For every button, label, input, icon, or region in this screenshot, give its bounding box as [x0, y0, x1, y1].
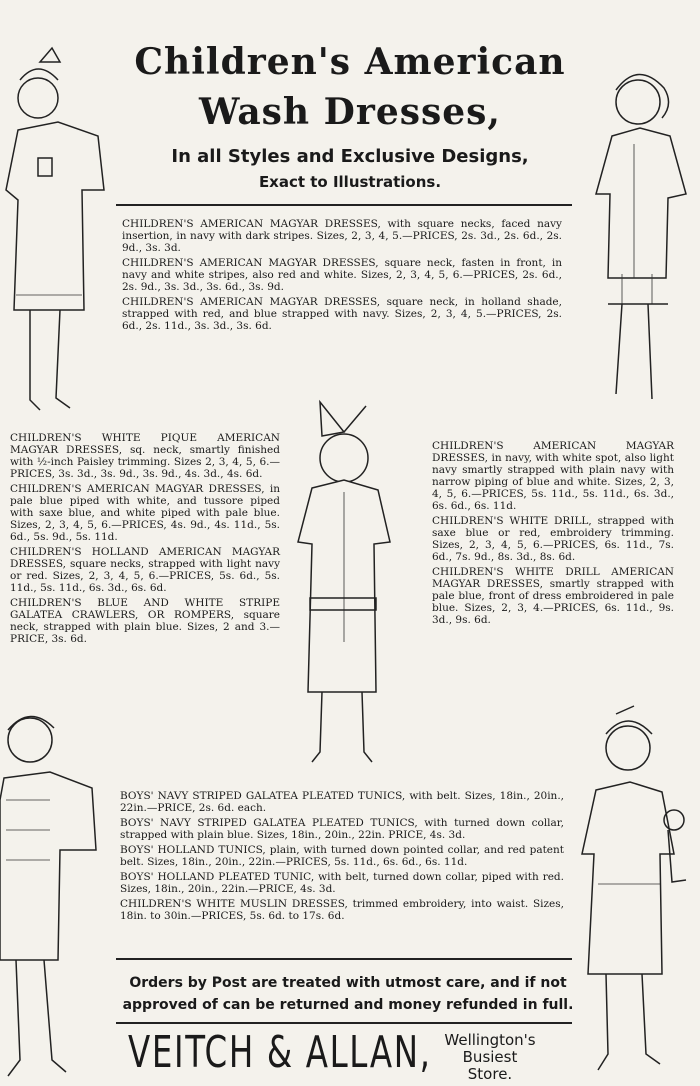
mail-order-note-line1: Orders by Post are treated with utmost care, and if not: [129, 975, 567, 991]
top-price-list: [122, 218, 562, 335]
footer-top-divider: [116, 958, 572, 960]
tagline-line1: Wellington's: [444, 1031, 536, 1049]
list-item: BOYS' HOLLAND TUNICS, plain, with turned down pointed collar, and red patent belt. Sizes, 18in., 20in., 22in.—PRICES, 5s. 11d., 6s. 6d., 6s. 11d.: [120, 844, 564, 868]
list-item: CHILDREN'S WHITE DRILL AMERICAN MAGYAR DRESSES, smartly strapped with pale blue, front of dress embroidered in pale blue. Sizes, 2, 3, 4.—PRICES, 6s. 11d., 9s. 3d., 9s. 6d.: [432, 566, 674, 626]
list-item: CHILDREN'S AMERICAN MAGYAR DRESSES, in navy, with white spot, also light navy smartly strapped with plain navy with narrow piping of blue and white. Sizes, 2, 3, 4, 5, 6.—PRICES, 5s. 11d., 5s. 11d., 6s. 3d., 6s. 6d., 6s. 11d.: [432, 440, 674, 512]
girl-illustration-bottom-left: [0, 700, 116, 1080]
mail-order-note: [118, 972, 578, 1016]
list-item: CHILDREN'S WHITE PIQUE AMERICAN MAGYAR DRESSES, sq. neck, smartly finished with ½-inch Paisley trimming. Sizes 2, 3, 4, 5, 6.—PRICES, 3s. 3d., 3s. 9d., 3s. 9d., 4s. 3d., 4s. 6d.: [10, 432, 280, 480]
ad-title-line2: Wash Dresses,: [199, 91, 501, 133]
top-divider: [116, 204, 572, 206]
list-item: BOYS' HOLLAND PLEATED TUNIC, with belt, turned down collar, piped with red. Sizes, 18in., 20in., 22in.—PRICE, 4s. 3d.: [120, 871, 564, 895]
store-brand-name: VEITCH & ALLAN,: [128, 1027, 432, 1078]
girl-illustration-top-left: [0, 40, 120, 420]
tagline-line3: Store.: [467, 1065, 513, 1083]
girl-illustration-center: [282, 392, 412, 772]
list-item: CHILDREN'S HOLLAND AMERICAN MAGYAR DRESSES, square necks, strapped with light navy or red. Sizes, 2, 3, 4, 5, 6.—PRICES, 5s. 6d., 5s. 11d., 5s. 11d., 6s. 3d., 6s. 6d.: [10, 546, 280, 594]
footer-bottom-divider: [116, 1022, 572, 1024]
left-price-list: [10, 432, 280, 648]
list-item: BOYS' NAVY STRIPED GALATEA PLEATED TUNICS, with turned down collar, strapped with plain blue. Sizes, 18in., 20in., 22in. PRICE, 4s. 3d.: [120, 817, 564, 841]
list-item: CHILDREN'S AMERICAN MAGYAR DRESSES, in pale blue piped with white, and tussore piped with saxe blue, and white piped with pale blue. Sizes, 2, 3, 4, 5, 6.—PRICES, 4s. 9d., 4s. 11d., 5s. 6d., 5s. 9d., 5s. 11d.: [10, 483, 280, 543]
ad-title-line1: Children's American: [134, 41, 566, 83]
girl-illustration-top-right: [582, 54, 698, 414]
list-item: CHILDREN'S WHITE DRILL, strapped with saxe blue or red, embroidery trimming. Sizes, 2, 3, 4, 5, 6.—PRICES, 6s. 11d., 7s. 6d., 7s. 9d., 8s. 3d., 8s. 6d.: [432, 515, 674, 563]
list-item: CHILDREN'S BLUE AND WHITE STRIPE GALATEA CRAWLERS, OR ROMPERS, square neck, strapped with plain blue. Sizes, 2 and 3.—PRICE, 3s. 6d.: [10, 597, 280, 645]
list-item: CHILDREN'S AMERICAN MAGYAR DRESSES, with square necks, faced navy insertion, in navy with dark stripes. Sizes, 2, 3, 4, 5.—PRICES, 2s. 3d., 2s. 6d., 2s. 9d., 3s. 3d.: [122, 218, 562, 254]
ad-subtitle-line2: Exact to Illustrations.: [258, 173, 442, 191]
right-price-list: [432, 440, 674, 629]
list-item: CHILDREN'S WHITE MUSLIN DRESSES, trimmed embroidery, into waist. Sizes, 18in. to 30in.—PRICES, 5s. 6d. to 17s. 6d.: [120, 898, 564, 922]
girl-with-doll-illustration: [576, 704, 698, 1080]
store-tagline: [420, 1032, 560, 1083]
list-item: CHILDREN'S AMERICAN MAGYAR DRESSES, square neck, fasten in front, in navy and white stripes, also red and white. Sizes, 2, 3, 4, 5, 6.—PRICES, 2s. 6d., 2s. 9d., 3s. 3d., 3s. 6d., 3s. 9d.: [122, 257, 562, 293]
list-item: CHILDREN'S AMERICAN MAGYAR DRESSES, square neck, in holland shade, strapped with red, and blue strapped with navy. Sizes, 2, 3, 4, 5.—PRICES, 2s. 6d., 2s. 11d., 3s. 3d., 3s. 6d.: [122, 296, 562, 332]
ad-subtitle-line1: In all Styles and Exclusive Designs,: [171, 146, 529, 167]
list-item: BOYS' NAVY STRIPED GALATEA PLEATED TUNICS, with belt. Sizes, 18in., 20in., 22in.—PRICE, 2s. 6d. each.: [120, 790, 564, 814]
mail-order-note-line2: approved of can be returned and money refunded in full.: [122, 997, 574, 1013]
bottom-price-list: [120, 790, 564, 925]
tagline-line2: Busiest: [462, 1048, 518, 1066]
